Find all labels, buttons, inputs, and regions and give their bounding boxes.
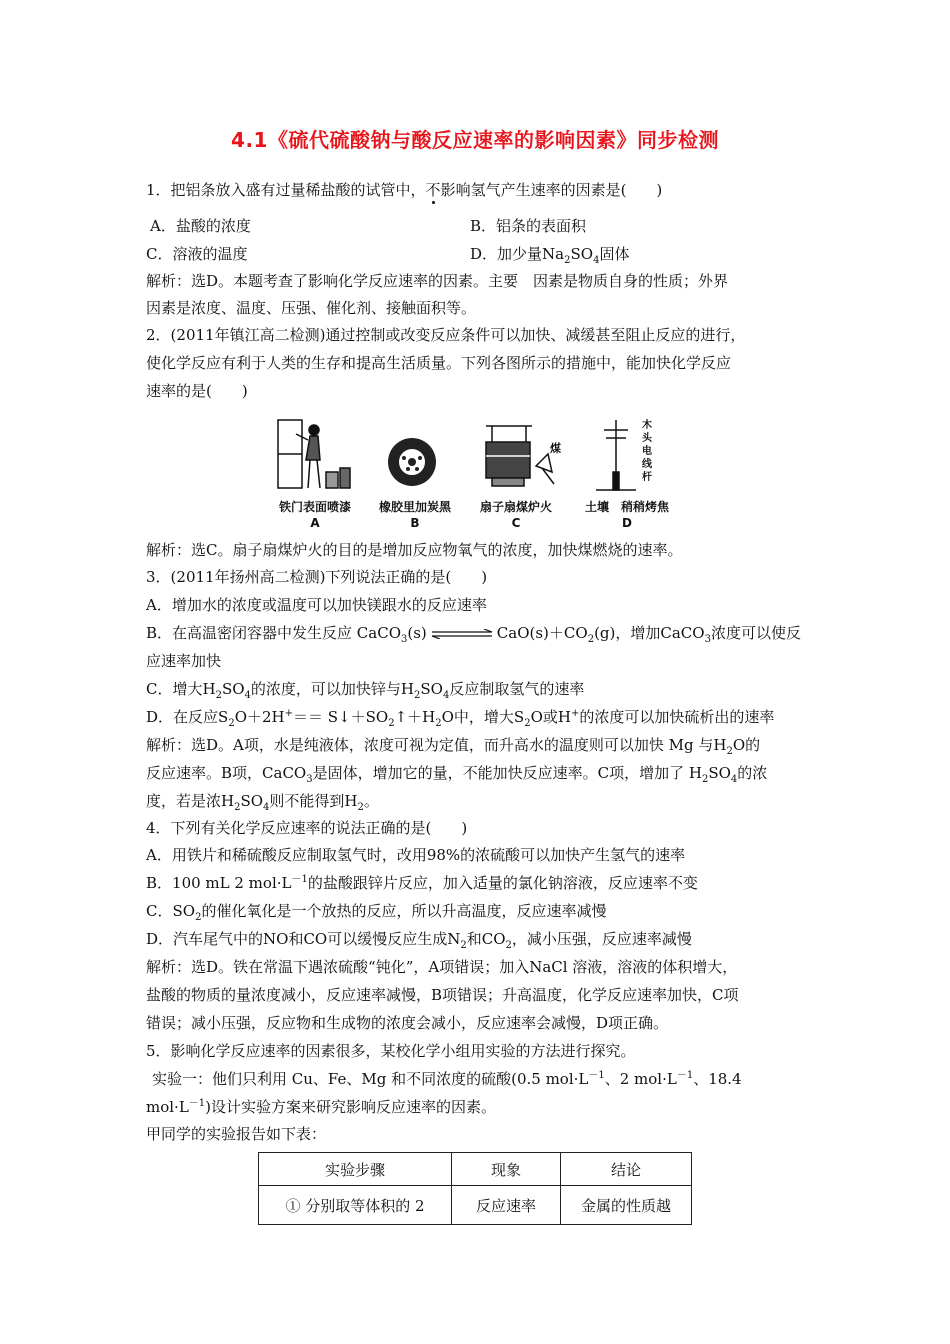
q3-stem: 3．(2011年扬州高二检测)下列说法正确的是( ) [146, 568, 488, 586]
q4-analysis-line3: 错误；减小压强，反应物和生成物的浓度会减小，反应速率会减慢，D项正确。 [146, 1014, 669, 1032]
coal-label: 煤 [550, 442, 561, 455]
painting-door-icon [278, 420, 350, 488]
table-cell: 反应速率 [452, 1186, 561, 1225]
q1-option-a: A．盐酸的浓度 [150, 217, 251, 235]
q3-analysis-line3: 度，若是浓$H_2SO_4$则不能得到$H_2$。 [146, 792, 379, 813]
table-header-cell: 现象 [452, 1153, 561, 1186]
q3-option-b: B．在高温密闭容器中发生反应 CaCO$_3$(s) $CaO(s)+CO_2(g)$，增加CaCO$_3$浓度可以使反 [146, 624, 801, 645]
q5-stem: 5．影响化学反应速率的因素很多，某校化学小组用实验的方法进行探究。 [146, 1042, 636, 1060]
q4-option-c: C．$SO_2$的催化氧化是一个放热的反应，所以升高温度，反应速率减慢 [146, 902, 607, 923]
q4-option-d: D．汽车尾气中的NO和CO可以缓慢反应生成$N_2$和$CO_2$，减小压强，反应速率减慢 [146, 930, 692, 951]
q1-stem: 1．把铝条放入盛有过量稀盐酸的试管中，不影响氢气产生速率的因素是( ) [146, 181, 663, 199]
table-cell: ① 分别取等体积的 2 [259, 1186, 452, 1225]
q3-analysis-line2: 反应速率。B项，CaCO$_3$是固体，增加它的量，不能加快反应速率。C项，增加了 $H_2SO_4$的浓 [146, 764, 768, 785]
q4-option-a: A．用铁片和稀硫酸反应制取氢气时，改用98%的浓硫酸可以加快产生氢气的速率 [146, 846, 686, 864]
coal-stove-icon [486, 426, 554, 486]
q2-stem-line3: 速率的是( ) [146, 382, 248, 400]
q5-report-intro: 甲同学的实验报告如下表： [146, 1125, 327, 1143]
q1-analysis-line2: 因素是浓度、温度、压强、催化剂、接触面积等。 [146, 299, 477, 317]
table-header-cell: 结论 [561, 1153, 692, 1186]
letter-c: C [511, 516, 521, 530]
wooden-pole-icon [596, 420, 636, 490]
caption-b: 橡胶里加炭黑 [378, 500, 451, 514]
q2-figure-drawings [270, 412, 682, 498]
tire-icon [388, 438, 436, 486]
q4-option-b: B．100 mL 2 $mol\cdot L^{-1}$的盐酸跟锌片反应，加入适量的氯化钠溶液，反应速率不变 [146, 874, 698, 892]
emphasis-dot: 不 [425, 181, 441, 199]
q4-analysis-line1: 解析：选D。铁在常温下遇浓硫酸“钝化”，A项错误；加入NaCl 溶液，溶液的体积增大， [146, 958, 738, 976]
q5-exp1-line1: 实验一：他们只利用 Cu、Fe、Mg 和不同浓度的硫酸(0.5 $mol\cdot L^{-1}$、2 $mol\cdot L^{-1}$、18.4 [152, 1070, 742, 1088]
q4-stem: 4．下列有关化学反应速率的说法正确的是( ) [146, 819, 468, 837]
experiment-report-table [258, 1152, 692, 1225]
letter-b: B [410, 516, 420, 530]
q4-analysis-line2: 盐酸的物质的量浓度减小，反应速率减慢，B项错误；升高温度，化学反应速率加快，C项 [146, 986, 739, 1004]
q1-analysis-line1: 解析：选D。本题考查了影响化学反应速率的因素。主要 因素是物质自身的性质；外界 [146, 272, 729, 290]
table-header-row [259, 1153, 692, 1186]
q2-figure [270, 412, 682, 532]
page-title: 4.1《硫代硫酸钠与酸反应速率的影响因素》同步检测 [231, 128, 719, 152]
pole-label: 木头电线杆 [642, 420, 652, 483]
equilibrium-arrow-icon [430, 629, 494, 639]
caption-c: 扇子扇煤炉火 [479, 500, 552, 514]
q3-option-d: D．在反应$S_2O+2H^+==$ $S↓+SO_2↑+H_2O$中，增大$S_2O$或H+的浓度可以加快硫析出的速率 [146, 708, 775, 729]
q3-analysis-line1: 解析：选D。A项，水是纯液体，浓度可视为定值，而升高水的温度则可以加快 Mg 与$H_2O$的 [146, 736, 761, 757]
q2-analysis: 解析：选C。扇子扇煤炉火的目的是增加反应物氧气的浓度，加快煤燃烧的速率。 [146, 541, 683, 559]
q1-option-d: D．加少量$Na_2SO_4$固体 [470, 245, 630, 266]
q3-option-b-cont: 应速率加快 [146, 652, 222, 670]
caption-d: 土壤 稍稍烤焦 [584, 500, 669, 514]
q1-option-b: B．铝条的表面积 [470, 217, 587, 235]
letter-a: A [310, 516, 320, 530]
table-header-cell: 实验步骤 [259, 1153, 452, 1186]
table-cell: 金属的性质越 [561, 1186, 692, 1225]
q1-option-c: C．溶液的温度 [146, 245, 248, 263]
q2-stem-line1: 2．(2011年镇江高二检测)通过控制或改变反应条件可以加快、减缓甚至阻止反应的进行， [146, 326, 746, 344]
q3-option-a: A．增加水的浓度或温度可以加快镁跟水的反应速率 [146, 596, 487, 614]
letter-d: D [622, 516, 632, 530]
caption-a: 铁门表面喷漆 [278, 500, 351, 514]
q3-option-c: C．增大$H_2SO_4$的浓度，可以加快锌与$H_2SO_4$反应制取氢气的速率 [146, 680, 585, 701]
q5-exp1-line2: $mol\cdot L^{-1}$)设计实验方案来研究影响反应速率的因素。 [146, 1098, 497, 1116]
table-row [259, 1186, 692, 1225]
q2-stem-line2: 使化学反应有利于人类的生存和提高生活质量。下列各图所示的措施中，能加快化学反应 [146, 354, 732, 372]
